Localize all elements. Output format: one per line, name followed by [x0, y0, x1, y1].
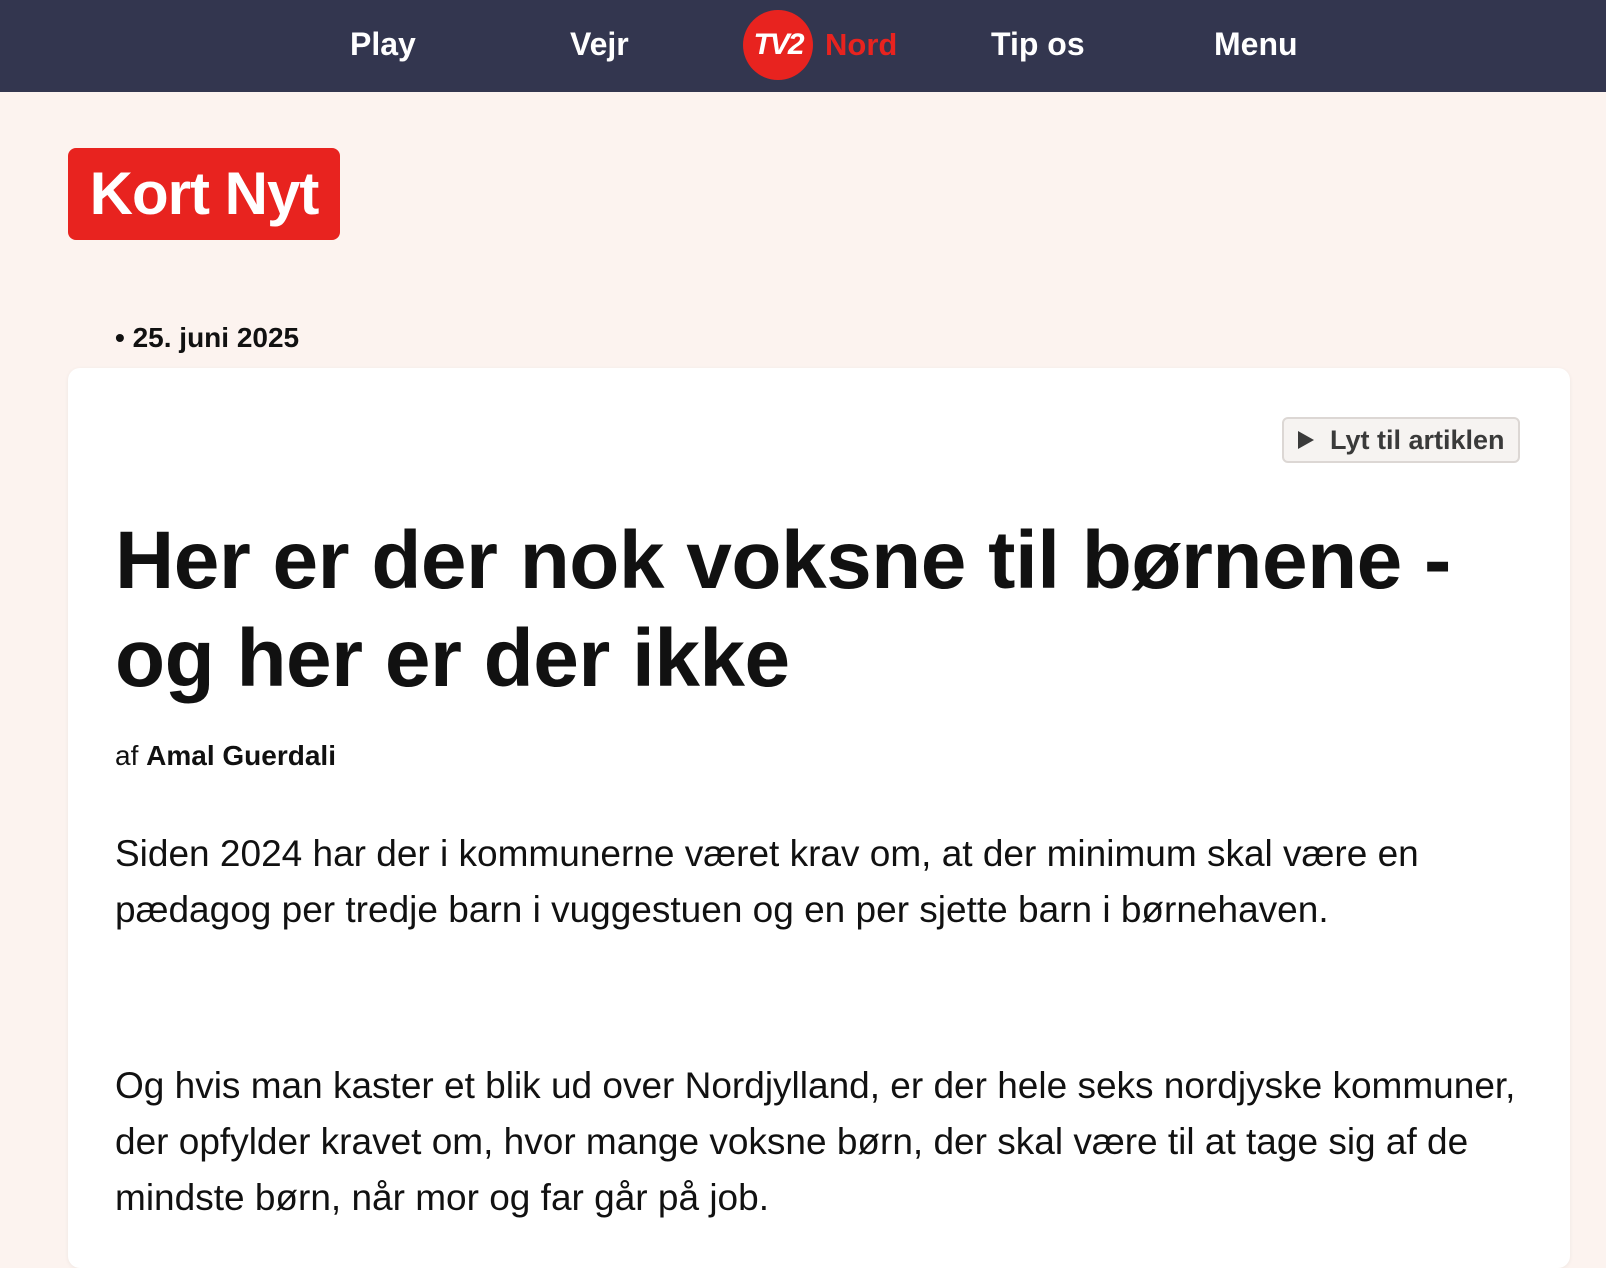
article-headline: Her er der nok voksne til børnene - og her er der ikke — [115, 515, 1451, 704]
section-badge: Kort Nyt — [68, 148, 340, 240]
article-date: • 25. juni 2025 — [115, 322, 300, 353]
tv2-logo-icon: TV2 — [743, 10, 813, 80]
nav-vejr-link[interactable]: Vejr — [570, 26, 629, 62]
byline-prefix: af — [115, 740, 139, 771]
nav-tip-link[interactable]: Tip os — [991, 26, 1085, 62]
article-paragraph: Siden 2024 har der i kommunerne været krav om, at der minimum skal være en pædagog per tredje barn i vuggestuen og en per sjette barn i børnehaven. — [115, 833, 1419, 930]
nav-play-link[interactable]: Play — [350, 26, 416, 62]
brand-name: Nord — [825, 27, 898, 62]
top-navigation — [0, 0, 1606, 92]
listen-button[interactable] — [1282, 417, 1520, 463]
byline-author: Amal Guerdali — [146, 740, 336, 771]
article-byline — [115, 740, 336, 772]
listen-button-label: Lyt til artiklen — [1330, 424, 1505, 455]
nav-menu-button[interactable]: Menu — [1214, 26, 1298, 62]
tv2-nord-logo-link[interactable] — [743, 10, 897, 80]
play-icon — [1298, 431, 1314, 449]
article-paragraph: Og hvis man kaster et blik ud over Nordjylland, er der hele seks nordjyske kommuner, der opfylder kravet om, hvor mange voksne børn, der skal være til at tage sig af de mindste børn, når mor og far går på job. — [115, 1065, 1516, 1218]
